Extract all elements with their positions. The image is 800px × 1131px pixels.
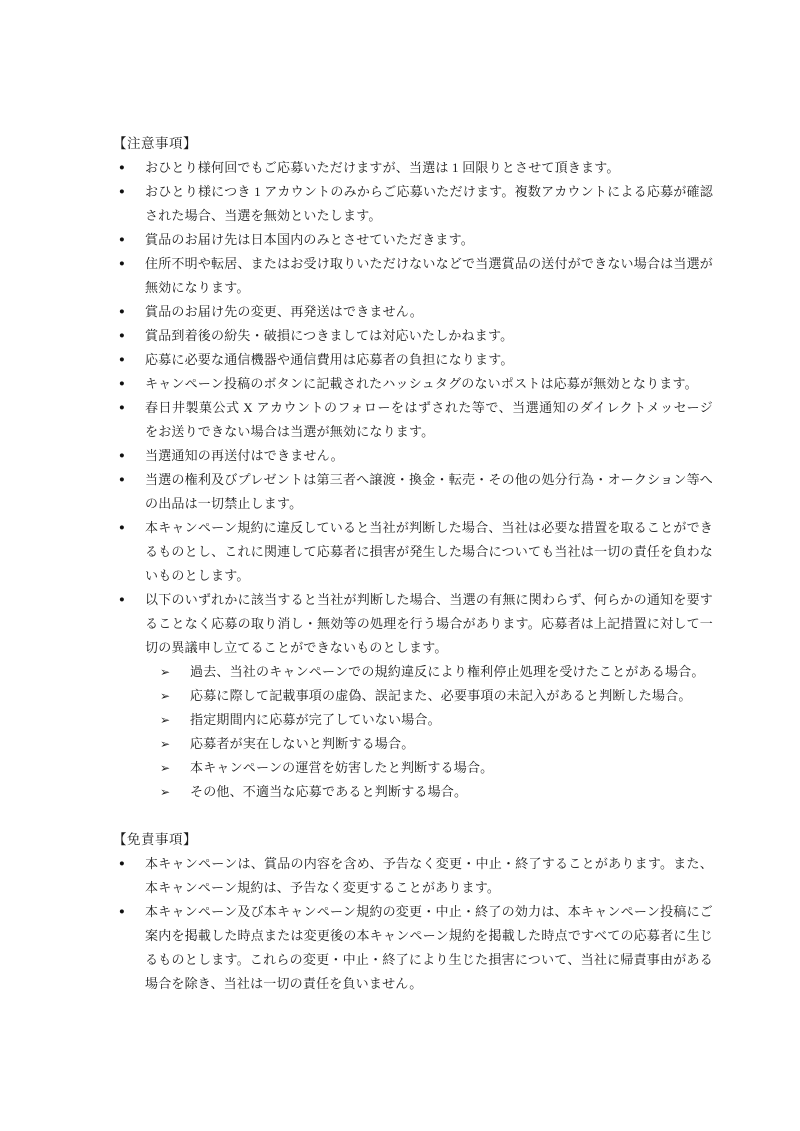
sub-item-text: 応募に際して記載事項の虚偽、誤記また、必要事項の未記入があると判断した場合。 xyxy=(190,688,692,703)
item-text: キャンペーン投稿のボタンに記載されたハッシュタグのないポストは応募が無効となります。 xyxy=(145,376,698,391)
item-text: おひとり様につき 1 アカウントのみからご応募いただけます。複数アカウントによる応募が確認された場合、当選を無効といたします。 xyxy=(145,184,713,223)
arrow-icon: ➢ xyxy=(160,665,171,679)
item-text: 賞品のお届け先の変更、再発送はできません。 xyxy=(145,304,423,319)
item-text: 当選通知の再送付はできません。 xyxy=(145,448,344,463)
disclaimer-list xyxy=(113,852,713,996)
arrow-icon: ➢ xyxy=(160,785,171,799)
list-item xyxy=(113,900,713,996)
arrow-icon: ➢ xyxy=(160,737,171,751)
item-text: 賞品のお届け先は日本国内のみとさせていただきます。 xyxy=(145,232,474,247)
list-item xyxy=(113,516,713,588)
item-text: 本キャンペーンは、賞品の内容を含め、予告なく変更・中止・終了することがあります。また、本キャンペーン規約は、予告なく変更することがあります。 xyxy=(145,856,713,895)
bullet-icon: ● xyxy=(119,379,125,389)
item-text: 春日井製菓公式 X アカウントのフォローをはずされた等で、当選通知のダイレクトメッセージをお送りできない場合は当選が無効になります。 xyxy=(145,400,713,439)
bullet-icon: ● xyxy=(119,595,125,605)
sub-item-text: その他、不適当な応募であると判断する場合。 xyxy=(190,784,468,799)
list-item xyxy=(113,348,713,372)
sub-item-text: 指定期間内に応募が完了していない場合。 xyxy=(190,712,441,727)
sub-item-text: 応募者が実在しないと判断する場合。 xyxy=(190,736,415,751)
list-item xyxy=(113,852,713,900)
item-text: 以下のいずれかに該当すると当社が判断した場合、当選の有無に関わらず、何らかの通知を要することなく応募の取り消し・無効等の処理を行う場合があります。応募者は上記措置に対して一切の異議申し立てることができないものとします。 xyxy=(145,592,713,655)
list-item xyxy=(113,588,713,660)
bullet-icon: ● xyxy=(119,259,125,269)
bullet-icon: ● xyxy=(119,307,125,317)
bullet-icon: ● xyxy=(119,859,125,869)
list-item xyxy=(113,396,713,444)
list-item xyxy=(113,324,713,348)
bullet-icon: ● xyxy=(119,475,125,485)
sub-item-text: 過去、当社のキャンペーンでの規約違反により権利停止処理を受けたことがある場合。 xyxy=(190,664,705,679)
bullet-icon: ● xyxy=(119,355,125,365)
bullet-icon: ● xyxy=(119,451,125,461)
terms-document xyxy=(113,132,713,996)
sub-list-item xyxy=(160,732,713,756)
list-item xyxy=(113,156,713,180)
list-item xyxy=(113,444,713,468)
bullet-icon: ● xyxy=(119,907,125,917)
item-text: 賞品到着後の紛失・破損につきましては対応いたしかねます。 xyxy=(145,328,514,343)
arrow-icon: ➢ xyxy=(160,713,171,727)
bullet-icon: ● xyxy=(119,523,125,533)
bullet-icon: ● xyxy=(119,163,125,173)
list-item xyxy=(113,300,713,324)
item-text: 本キャンペーン及び本キャンペーン規約の変更・中止・終了の効力は、本キャンペーン投稿にご案内を掲載した時点または変更後の本キャンペーン規約を掲載した時点ですべての応募者に生じるものとします。これらの変更・中止・終了により生じた損害について、当社に帰責事由がある場合を除き、当社は一切の責任を負いません。 xyxy=(145,904,713,991)
list-item xyxy=(113,228,713,252)
sub-list-item xyxy=(160,684,713,708)
sub-list-item xyxy=(160,756,713,780)
arrow-icon: ➢ xyxy=(160,761,171,775)
list-item xyxy=(113,468,713,516)
list-item xyxy=(113,372,713,396)
item-text: 応募に必要な通信機器や通信費用は応募者の負担になります。 xyxy=(145,352,514,367)
sub-item-text: 本キャンペーンの運営を妨害したと判断する場合。 xyxy=(190,760,494,775)
item-text: 住所不明や転居、またはお受け取りいただけないなどで当選賞品の送付ができない場合は当選が無効になります。 xyxy=(145,256,713,295)
section-heading-disclaimer: 【免責事項】 xyxy=(113,832,197,847)
list-item xyxy=(113,252,713,300)
section-heading-notes: 【注意事項】 xyxy=(113,136,197,151)
item-text: 本キャンペーン規約に違反していると当社が判断した場合、当社は必要な措置を取ることができるものとし、これに関連して応募者に損害が発生した場合についても当社は一切の責任を負わないものとします。 xyxy=(145,520,713,583)
list-item xyxy=(113,180,713,228)
item-text: 当選の権利及びプレゼントは第三者へ譲渡・換金・転売・その他の処分行為・オークション等への出品は一切禁止します。 xyxy=(145,472,713,511)
bullet-icon: ● xyxy=(119,187,125,197)
bullet-icon: ● xyxy=(119,235,125,245)
notes-list xyxy=(113,156,713,804)
bullet-icon: ● xyxy=(119,403,125,413)
sub-list-item xyxy=(160,780,713,804)
section-disclaimer xyxy=(113,828,713,996)
section-notes xyxy=(113,132,713,804)
arrow-icon: ➢ xyxy=(160,689,171,703)
bullet-icon: ● xyxy=(119,331,125,341)
sub-list-item xyxy=(160,708,713,732)
sub-list-item xyxy=(160,660,713,684)
item-text: おひとり様何回でもご応募いただけますが、当選は 1 回限りとさせて頂きます。 xyxy=(145,160,620,175)
